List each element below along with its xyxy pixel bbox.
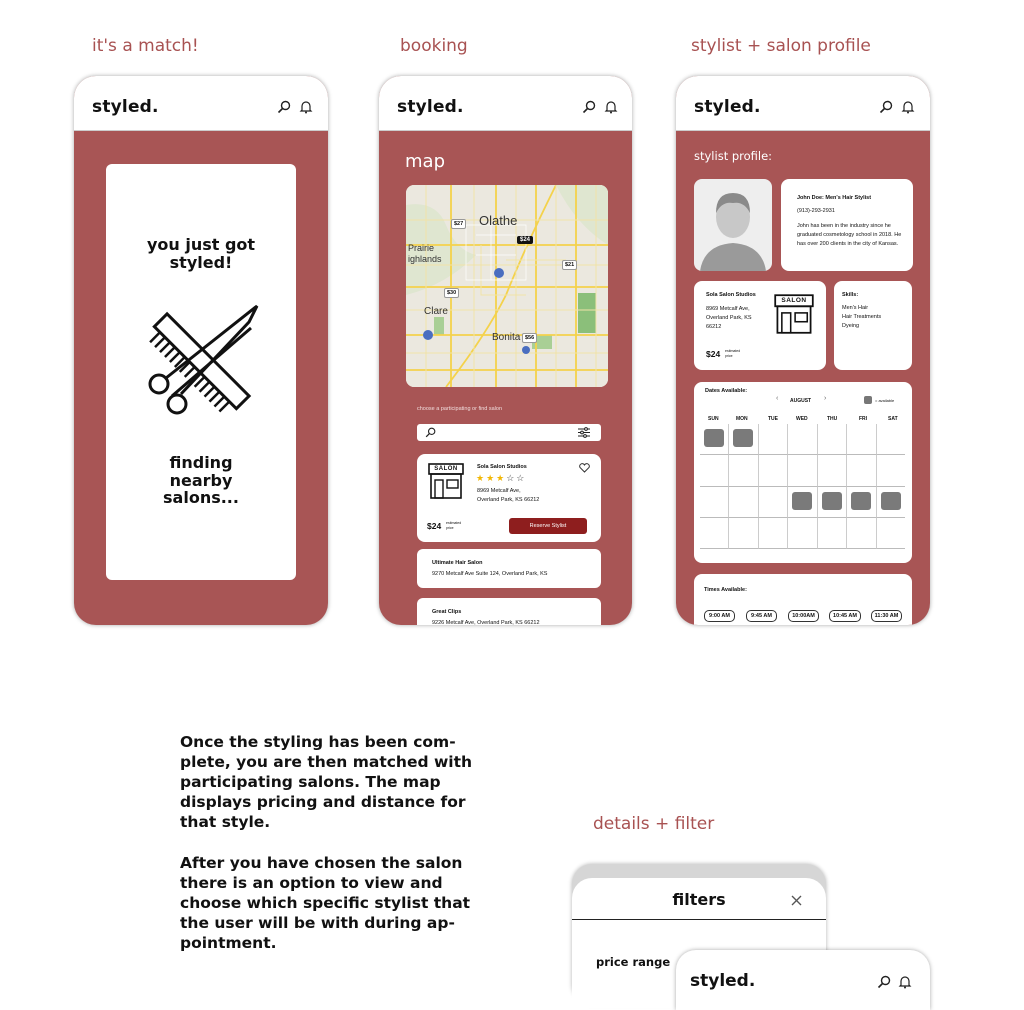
- salon-address-line1: 8969 Metcalf Ave,: [477, 488, 521, 494]
- legend-label: = available: [875, 398, 895, 403]
- available-date-marker[interactable]: [881, 492, 901, 510]
- available-date-marker[interactable]: [851, 492, 871, 510]
- calendar-day-cell[interactable]: [818, 424, 847, 455]
- salon-info-card[interactable]: [694, 281, 826, 370]
- app-logo[interactable]: styled.: [397, 97, 464, 117]
- scissors-comb-icon: [139, 300, 263, 424]
- times-card: [694, 574, 912, 625]
- star-rating: [476, 473, 526, 484]
- text-line: Once the styling has been com-: [180, 733, 456, 751]
- stylist-name: John Doe: Men's Hair Stylist: [797, 195, 872, 201]
- filters-title: filters: [672, 890, 726, 909]
- person-silhouette-icon: [694, 179, 772, 271]
- map-place-name: Clare: [424, 306, 448, 317]
- calendar-day-cell[interactable]: [847, 424, 876, 455]
- reserve-stylist-button[interactable]: Reserve Stylist: [509, 518, 587, 534]
- calendar-day-cell[interactable]: [877, 455, 905, 486]
- skills-card: [834, 281, 912, 370]
- app-header: [74, 76, 328, 131]
- weekday-label: TUE: [768, 416, 778, 422]
- calendar-grid: [700, 424, 906, 549]
- time-slot-button[interactable]: 11:30 AM: [871, 610, 902, 622]
- calendar-day-cell[interactable]: [700, 487, 729, 518]
- available-date-marker[interactable]: [822, 492, 842, 510]
- salon-price: $24: [706, 349, 721, 359]
- map-place-name: Bonita: [492, 332, 521, 343]
- calendar-day-cell[interactable]: [877, 518, 905, 549]
- available-date-marker[interactable]: [733, 429, 753, 447]
- text-line: there is an option to view and: [180, 874, 443, 892]
- calendar-day-cell[interactable]: [729, 487, 758, 518]
- stylist-bio: John has been in the industry since he graduated cosmetology school in 2018. He has over 200 clients in the city of Kansas.: [797, 223, 902, 247]
- legend-swatch: [864, 396, 872, 404]
- salon-list-item[interactable]: [417, 598, 601, 625]
- divider: [572, 919, 826, 920]
- close-icon[interactable]: [791, 895, 802, 906]
- salon-price: $24: [427, 521, 442, 531]
- search-icon[interactable]: [582, 100, 596, 114]
- weekday-label: WED: [796, 416, 808, 422]
- phone-booking-screen: [379, 76, 632, 625]
- time-slot-button[interactable]: 9:45 AM: [746, 610, 777, 622]
- description-paragraph-2: [180, 853, 470, 953]
- text-line: the user will be with during ap-: [180, 914, 455, 932]
- match-heading: you just got styled!: [146, 235, 256, 272]
- calendar-day-cell[interactable]: [818, 455, 847, 486]
- skill-item: Men's Hair: [842, 305, 869, 311]
- salon-card-featured[interactable]: [417, 454, 601, 542]
- label-details-filter: details + filter: [593, 814, 715, 834]
- salon-search-input[interactable]: [417, 424, 601, 441]
- bell-icon[interactable]: [604, 100, 618, 114]
- times-title: Times Available:: [704, 587, 747, 593]
- description-paragraph-1: [180, 732, 472, 832]
- weekday-label: THU: [827, 416, 838, 422]
- calendar-day-cell[interactable]: [700, 518, 729, 549]
- available-date-marker[interactable]: [704, 429, 724, 447]
- app-logo[interactable]: styled.: [92, 97, 159, 117]
- calendar-day-cell[interactable]: [700, 455, 729, 486]
- search-icon[interactable]: [879, 100, 893, 114]
- text-line: that style.: [180, 813, 271, 831]
- bell-icon[interactable]: [299, 100, 313, 114]
- calendar-day-cell[interactable]: [729, 518, 758, 549]
- map-place-name: ighlands: [408, 254, 442, 264]
- price-range-label: price range: [596, 955, 671, 969]
- label-booking: booking: [400, 36, 468, 56]
- calendar-day-cell[interactable]: [759, 518, 788, 549]
- label-profile: stylist + salon profile: [691, 36, 871, 56]
- text-line: choose which specific stylist that: [180, 894, 471, 912]
- dates-calendar-card: [694, 382, 912, 563]
- bell-icon[interactable]: [901, 100, 915, 114]
- search-hint: choose a participating or find salon: [417, 406, 502, 412]
- salon-address: 9270 Metcalf Ave Suite 124, Overland Park, KS: [432, 571, 548, 577]
- calendar-day-cell[interactable]: [788, 518, 817, 549]
- salon-name: Ultimate Hair Salon: [432, 560, 483, 566]
- calendar-day-cell[interactable]: [729, 455, 758, 486]
- calendar-day-cell[interactable]: [788, 424, 817, 455]
- phone-partial-screen: [676, 950, 930, 1010]
- text-line: plete, you are then matched with: [180, 753, 473, 771]
- search-icon[interactable]: [877, 975, 891, 989]
- time-slot-button[interactable]: 9:00 AM: [704, 610, 735, 622]
- prev-month-icon[interactable]: ‹: [776, 395, 779, 402]
- map-title: map: [405, 151, 445, 172]
- map-price-tag[interactable]: $30: [444, 288, 459, 298]
- match-card: [106, 164, 296, 580]
- profile-title: stylist profile:: [694, 149, 773, 163]
- bell-icon[interactable]: [898, 975, 912, 989]
- stylist-bio-card: [781, 179, 913, 271]
- map-price-tag-selected[interactable]: $24: [517, 236, 533, 244]
- map-place-name: Prairie: [408, 243, 435, 253]
- heart-icon[interactable]: [579, 463, 590, 473]
- stylist-phone: (913)-293-2931: [797, 208, 835, 214]
- map-price-tag[interactable]: $56: [522, 333, 537, 343]
- text-line: participating salons. The map: [180, 773, 441, 791]
- next-month-icon[interactable]: ›: [824, 395, 827, 402]
- weekday-label: SUN: [708, 416, 719, 422]
- weekday-label: MON: [736, 416, 748, 422]
- price-note: estimated price: [446, 521, 462, 530]
- match-status: finding nearby salons...: [163, 453, 239, 507]
- calendar-day-cell[interactable]: [877, 424, 905, 455]
- weekday-label: SAT: [888, 416, 898, 422]
- search-icon: [425, 427, 436, 438]
- text-line: pointment.: [180, 934, 277, 952]
- star-empty-icon: ☆☆: [506, 473, 527, 483]
- skill-item: Dyeing: [842, 323, 860, 329]
- skill-item: Hair Treatments: [842, 314, 882, 320]
- price-note: estimated price: [725, 349, 741, 358]
- time-slot-button[interactable]: 10:00AM: [788, 610, 819, 622]
- salon-badge: SALON: [781, 297, 807, 304]
- phone-profile-screen: [676, 76, 930, 625]
- calendar-day-cell[interactable]: [759, 424, 788, 455]
- calendar-day-cell[interactable]: [759, 487, 788, 518]
- map-price-tag[interactable]: $27: [451, 219, 466, 229]
- search-icon[interactable]: [277, 100, 291, 114]
- app-header: [676, 76, 930, 131]
- salon-name: Great Clips: [432, 609, 462, 615]
- app-logo[interactable]: styled.: [690, 971, 756, 991]
- text-line: displays pricing and distance for: [180, 793, 466, 811]
- map-price-tag[interactable]: $21: [562, 260, 577, 270]
- salon-address: 8969 Metcalf Ave, Overland Park, KS 66212: [706, 306, 752, 330]
- salon-address-line2: Overland Park, KS 66212: [477, 497, 540, 503]
- map-place-name: Olathe: [479, 213, 518, 228]
- calendar-day-cell[interactable]: [847, 455, 876, 486]
- stylist-avatar: [694, 179, 772, 271]
- app-logo[interactable]: styled.: [694, 97, 761, 117]
- calendar-month: AUGUST: [790, 398, 812, 404]
- filter-sliders-icon[interactable]: [578, 427, 590, 438]
- salon-address: 9226 Metcalf Ave, Overland Park, KS 66212: [432, 620, 540, 625]
- skills-title: Skills:: [842, 292, 859, 298]
- salon-name: Sola Salon Studios: [706, 292, 756, 298]
- salon-badge: SALON: [434, 466, 458, 472]
- label-its-a-match: it's a match!: [92, 36, 199, 56]
- app-header: [379, 76, 632, 131]
- dates-title: Dates Available:: [705, 388, 748, 394]
- available-date-marker[interactable]: [792, 492, 812, 510]
- star-filled-icon: ★★★: [476, 473, 507, 483]
- calendar-day-cell[interactable]: [759, 455, 788, 486]
- text-line: After you have chosen the salon: [180, 854, 463, 872]
- calendar-day-cell[interactable]: [788, 455, 817, 486]
- map-view[interactable]: [406, 185, 608, 387]
- time-slot-button[interactable]: 10:45 AM: [829, 610, 861, 622]
- phone-match-screen: [74, 76, 328, 625]
- salon-list-item[interactable]: [417, 549, 601, 588]
- calendar-day-cell[interactable]: [847, 518, 876, 549]
- calendar-day-cell[interactable]: [818, 518, 847, 549]
- salon-name: Sola Salon Studios: [477, 464, 527, 470]
- weekday-label: FRI: [859, 416, 868, 422]
